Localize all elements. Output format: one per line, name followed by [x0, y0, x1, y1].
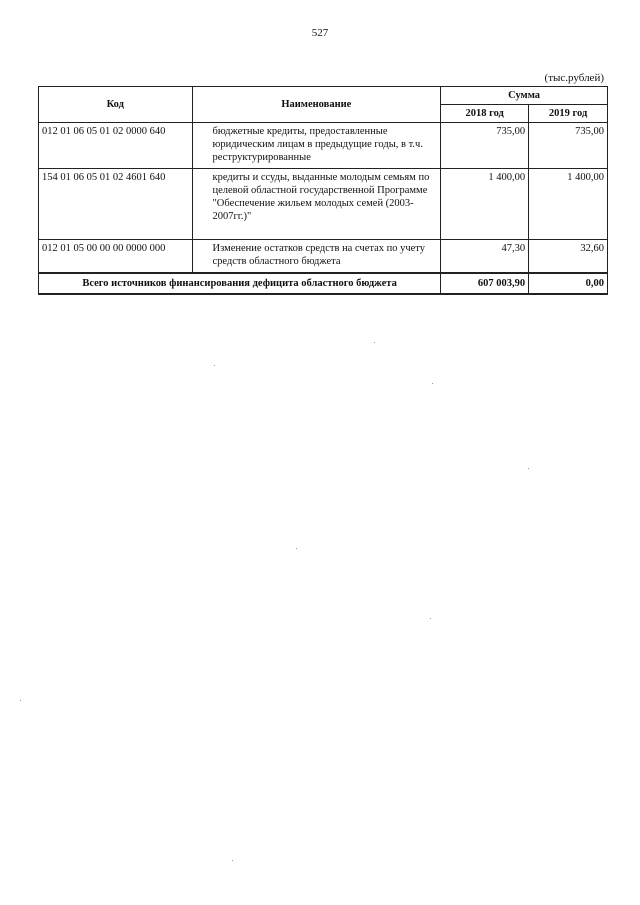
row-code: 012 01 05 00 00 00 0000 000	[39, 240, 193, 274]
table-row	[39, 240, 608, 274]
row-value-2018: 47,30	[441, 240, 529, 274]
header-code: Код	[39, 87, 193, 123]
scan-speck	[430, 618, 431, 619]
header-year-2019: 2019 год	[529, 105, 608, 123]
row-code: 012 01 06 05 01 02 0000 640	[39, 123, 193, 169]
scan-speck	[374, 342, 375, 343]
header-row-1	[39, 87, 608, 105]
scan-speck	[214, 365, 215, 366]
total-row	[39, 273, 608, 294]
scan-speck	[432, 383, 433, 384]
budget-sources-table	[38, 86, 608, 295]
table-row	[39, 169, 608, 240]
header-sum: Сумма	[441, 87, 608, 105]
header-year-2018: 2018 год	[441, 105, 529, 123]
row-code: 154 01 06 05 01 02 4601 640	[39, 169, 193, 240]
total-value-2018: 607 003,90	[441, 273, 529, 294]
row-value-2019: 32,60	[529, 240, 608, 274]
scan-speck	[232, 860, 233, 861]
scan-speck	[296, 548, 297, 549]
total-label: Всего источников финансирования дефицита областного бюджета	[39, 273, 441, 294]
scan-speck	[20, 700, 21, 701]
total-value-2019: 0,00	[529, 273, 608, 294]
row-name: Изменение остатков средств на счетах по учету средств областного бюджета	[192, 240, 441, 274]
row-value-2018: 735,00	[441, 123, 529, 169]
row-name: кредиты и ссуды, выданные молодым семьям по целевой областной государственной Программе "Обеспечение жильем молодых семей (2003-2007гг.)"	[192, 169, 441, 240]
scan-speck	[528, 468, 529, 469]
row-value-2019: 1 400,00	[529, 169, 608, 240]
header-name: Наименование	[192, 87, 441, 123]
table-row	[39, 123, 608, 169]
row-value-2019: 735,00	[529, 123, 608, 169]
row-name: бюджетные кредиты, предоставленные юридическим лицам в предыдущие годы, в т.ч. реструктурированные	[192, 123, 441, 169]
unit-note: (тыс.рублей)	[544, 72, 604, 84]
row-value-2018: 1 400,00	[441, 169, 529, 240]
page-number: 527	[311, 27, 329, 39]
